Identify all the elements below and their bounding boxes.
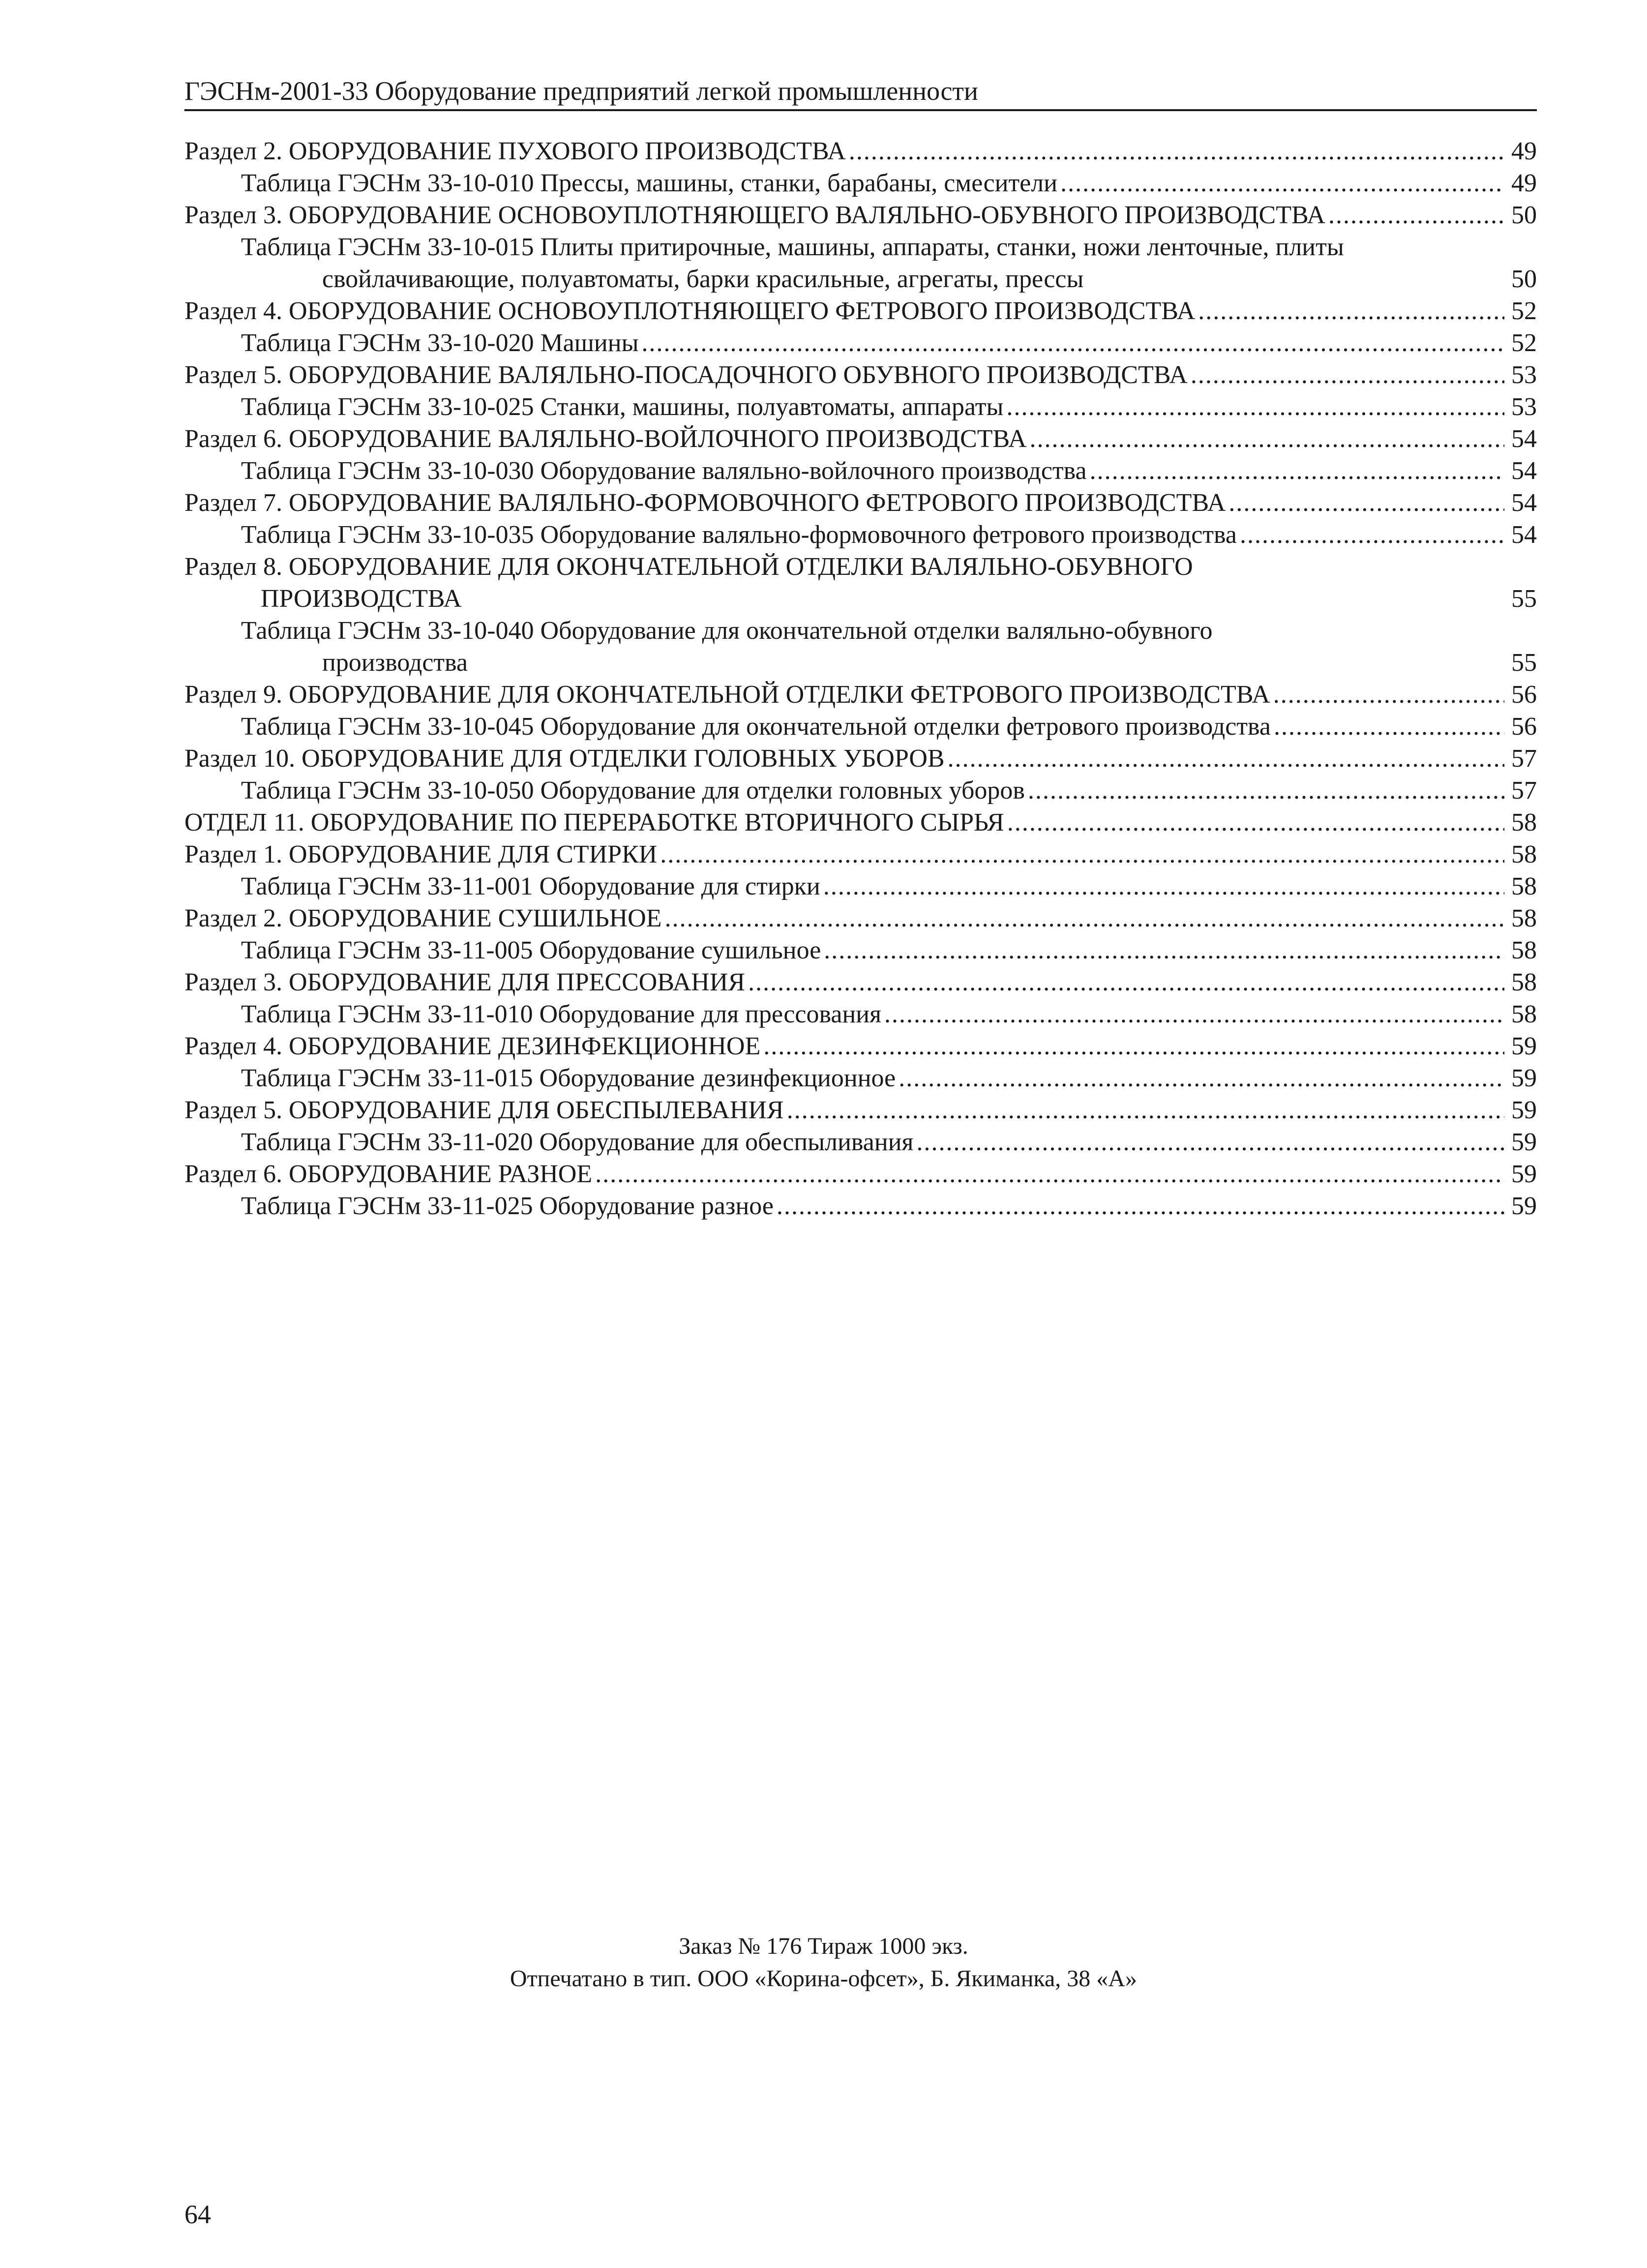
toc-dot-leader bbox=[777, 1190, 1504, 1222]
toc-entry-section-6 bbox=[184, 423, 1537, 455]
toc-entry-section-8 bbox=[184, 551, 1537, 615]
toc-entry-page: 56 bbox=[1511, 681, 1537, 709]
toc-dot-leader bbox=[823, 870, 1504, 902]
toc-entry-section-4 bbox=[184, 295, 1537, 327]
toc-entry-label: Раздел 2. ОБОРУДОВАНИЕ ПУХОВОГО ПРОИЗВОДСТВА bbox=[184, 137, 846, 165]
toc-entry-label: Раздел 9. ОБОРУДОВАНИЕ ДЛЯ ОКОНЧАТЕЛЬНОЙ ОТДЕЛКИ ФЕТРОВОГО ПРОИЗВОДСТВА bbox=[184, 681, 1270, 709]
toc-entry-page: 55 bbox=[1511, 649, 1537, 677]
toc-entry-page: 57 bbox=[1511, 776, 1537, 805]
toc-entry-section-3-pressing bbox=[184, 966, 1537, 998]
toc-entry-label: Таблица ГЭСНм 33-11-025 Оборудование разное bbox=[241, 1192, 774, 1220]
toc-entry-page: 50 bbox=[1511, 265, 1537, 293]
toc-entry-label: Раздел 3. ОБОРУДОВАНИЕ ДЛЯ ПРЕССОВАНИЯ bbox=[184, 968, 746, 996]
toc-entry-label: Раздел 8. ОБОРУДОВАНИЕ ДЛЯ ОКОНЧАТЕЛЬНОЙ ОТДЕЛКИ ВАЛЯЛЬНО-ОБУВНОГО bbox=[184, 553, 1193, 581]
toc-dot-leader bbox=[660, 838, 1504, 870]
toc-entry-table-33-10-010 bbox=[184, 167, 1537, 199]
toc-dot-leader bbox=[763, 1030, 1504, 1062]
toc-entry-page: 59 bbox=[1511, 1032, 1537, 1060]
toc-entry-table-33-10-050 bbox=[184, 775, 1537, 806]
print-order-line: Заказ № 176 Тираж 1000 экз. bbox=[679, 1933, 968, 1959]
toc-entry-label: Раздел 1. ОБОРУДОВАНИЕ ДЛЯ СТИРКИ bbox=[184, 840, 658, 868]
toc-entry-page: 59 bbox=[1511, 1160, 1537, 1188]
toc-entry-page: 54 bbox=[1511, 425, 1537, 453]
toc-dot-leader bbox=[748, 966, 1504, 998]
toc-entry-label: Таблица ГЭСНм 33-11-005 Оборудование сушильное bbox=[241, 936, 821, 964]
toc-dot-leader bbox=[1030, 423, 1504, 455]
toc-entry-page: 53 bbox=[1511, 393, 1537, 421]
toc-entry-table-33-10-030 bbox=[184, 455, 1537, 487]
toc-dot-leader bbox=[1240, 519, 1504, 551]
toc-dot-leader bbox=[665, 902, 1504, 934]
toc-entry-page: 54 bbox=[1511, 457, 1537, 485]
toc-entry-label: Таблица ГЭСНм 33-10-010 Прессы, машины, станки, барабаны, смесители bbox=[241, 169, 1058, 197]
toc-entry-section-5 bbox=[184, 359, 1537, 391]
toc-dot-leader bbox=[1060, 167, 1504, 199]
toc-entry-label: Раздел 6. ОБОРУДОВАНИЕ РАЗНОЕ bbox=[184, 1160, 593, 1188]
toc-entry-page: 49 bbox=[1511, 169, 1537, 197]
toc-entry-label: Раздел 4. ОБОРУДОВАНИЕ ДЕЗИНФЕКЦИОННОЕ bbox=[184, 1032, 761, 1060]
toc-dot-leader bbox=[916, 1126, 1504, 1158]
toc-dot-leader bbox=[1191, 359, 1504, 391]
toc-entry-label: Таблица ГЭСНм 33-10-025 Станки, машины, полуавтоматы, аппараты bbox=[241, 393, 1004, 421]
toc-entry-table-33-11-015 bbox=[184, 1062, 1537, 1094]
toc-entry-table-33-10-025 bbox=[184, 391, 1537, 423]
toc-entry-label: Раздел 10. ОБОРУДОВАНИЕ ДЛЯ ОТДЕЛКИ ГОЛОВНЫХ УБОРОВ bbox=[184, 745, 945, 773]
toc-entry-label: Раздел 4. ОБОРУДОВАНИЕ ОСНОВОУПЛОТНЯЮЩЕГО ФЕТРОВОГО ПРОИЗВОДСТВА bbox=[184, 297, 1196, 325]
toc-entry-label-continuation: свойлачивающие, полуавтоматы, барки красильные, агрегаты, прессы bbox=[322, 265, 1084, 293]
toc-entry-table-33-10-045 bbox=[184, 711, 1537, 743]
toc-entry-section-9 bbox=[184, 679, 1537, 711]
toc-entry-page: 49 bbox=[1511, 137, 1537, 165]
toc-entry-page: 59 bbox=[1511, 1096, 1537, 1124]
toc-entry-label: Раздел 5. ОБОРУДОВАНИЕ ВАЛЯЛЬНО-ПОСАДОЧНОГО ОБУВНОГО ПРОИЗВОДСТВА bbox=[184, 361, 1188, 389]
toc-dot-leader bbox=[1328, 199, 1504, 231]
toc-dot-leader bbox=[595, 1158, 1504, 1190]
toc-dot-leader bbox=[1274, 711, 1504, 743]
printer-line: Отпечатано в тип. ООО «Корина-офсет», Б. Якиманка, 38 «А» bbox=[510, 1966, 1137, 1992]
toc-entry-table-33-10-020 bbox=[184, 327, 1537, 359]
toc-entry-section-2-drying bbox=[184, 902, 1537, 934]
toc-entry-page: 58 bbox=[1511, 872, 1537, 900]
running-header: ГЭСНм-2001-33 Оборудование предприятий легкой промышленности bbox=[184, 74, 1537, 111]
toc-entry-page: 55 bbox=[1511, 585, 1537, 613]
toc-entry-page: 52 bbox=[1511, 297, 1537, 325]
toc-dot-leader bbox=[849, 135, 1504, 167]
toc-entry-label: Таблица ГЭСНм 33-10-015 Плиты притирочные, машины, аппараты, станки, ножи ленточные, плиты bbox=[241, 233, 1344, 261]
toc-entry-label: Таблица ГЭСНм 33-11-020 Оборудование для обеспыливания bbox=[241, 1128, 914, 1156]
toc-entry-page: 58 bbox=[1511, 968, 1537, 996]
toc-entry-label: Таблица ГЭСНм 33-10-040 Оборудование для окончательной отделки валяльно-обувного bbox=[241, 617, 1213, 645]
toc-dot-leader bbox=[898, 1062, 1504, 1094]
toc-entry-label: Раздел 3. ОБОРУДОВАНИЕ ОСНОВОУПЛОТНЯЮЩЕГО ВАЛЯЛЬНО-ОБУВНОГО ПРОИЗВОДСТВА bbox=[184, 201, 1325, 229]
toc-entry-section-5-dedusting bbox=[184, 1094, 1537, 1126]
toc-dot-leader bbox=[1006, 391, 1504, 423]
toc-entry-table-33-11-005 bbox=[184, 934, 1537, 966]
toc-entry-label: Таблица ГЭСНм 33-10-045 Оборудование для окончательной отделки фетрового производства bbox=[241, 713, 1271, 741]
toc-entry-division-11 bbox=[184, 806, 1537, 838]
toc-entry-label: ОТДЕЛ 11. ОБОРУДОВАНИЕ ПО ПЕРЕРАБОТКЕ ВТОРИЧНОГО СЫРЬЯ bbox=[184, 808, 1004, 836]
toc-entry-label: Таблица ГЭСНм 33-11-015 Оборудование дезинфекционное bbox=[241, 1064, 896, 1092]
toc-dot-leader bbox=[824, 934, 1504, 966]
toc-entry-page: 52 bbox=[1511, 329, 1537, 357]
toc-entry-label-continuation: производства bbox=[322, 649, 468, 677]
toc-entry-page: 59 bbox=[1511, 1128, 1537, 1156]
toc-entry-section-1 bbox=[184, 838, 1537, 870]
toc-entry-page: 58 bbox=[1511, 936, 1537, 964]
toc-entry-table-33-11-001 bbox=[184, 870, 1537, 902]
toc-entry-page: 57 bbox=[1511, 745, 1537, 773]
toc-entry-label: Таблица ГЭСНм 33-10-020 Машины bbox=[241, 329, 639, 357]
toc-entry-table-33-11-025 bbox=[184, 1190, 1537, 1222]
toc-dot-leader bbox=[1198, 295, 1504, 327]
table-of-contents bbox=[184, 135, 1537, 1222]
toc-dot-leader bbox=[884, 998, 1504, 1030]
toc-entry-section-2 bbox=[184, 135, 1537, 167]
toc-dot-leader bbox=[948, 743, 1504, 775]
toc-entry-page: 53 bbox=[1511, 361, 1537, 389]
toc-dot-leader bbox=[1028, 775, 1504, 806]
toc-entry-section-4-disinfection bbox=[184, 1030, 1537, 1062]
toc-entry-table-33-10-015 bbox=[184, 231, 1537, 295]
toc-entry-label: Таблица ГЭСНм 33-10-050 Оборудование для отделки головных уборов bbox=[241, 776, 1025, 805]
toc-dot-leader bbox=[1228, 487, 1504, 519]
toc-dot-leader bbox=[642, 327, 1504, 359]
toc-dot-leader bbox=[1273, 679, 1504, 711]
toc-entry-page: 58 bbox=[1511, 840, 1537, 868]
toc-entry-page: 58 bbox=[1511, 1000, 1537, 1028]
toc-dot-leader bbox=[787, 1094, 1504, 1126]
toc-entry-page: 59 bbox=[1511, 1192, 1537, 1220]
toc-entry-label: Таблица ГЭСНм 33-10-030 Оборудование валяльно-войлочного производства bbox=[241, 457, 1087, 485]
toc-entry-table-33-10-040 bbox=[184, 615, 1537, 679]
toc-entry-page: 56 bbox=[1511, 713, 1537, 741]
toc-entry-section-6-misc bbox=[184, 1158, 1537, 1190]
toc-entry-label-continuation: ПРОИЗВОДСТВА bbox=[261, 585, 462, 613]
toc-entry-label: Таблица ГЭСНм 33-10-035 Оборудование валяльно-формовочного фетрового производства bbox=[241, 521, 1237, 549]
page-number: 64 bbox=[184, 2200, 211, 2229]
toc-entry-page: 50 bbox=[1511, 201, 1537, 229]
toc-entry-label: Раздел 7. ОБОРУДОВАНИЕ ВАЛЯЛЬНО-ФОРМОВОЧНОГО ФЕТРОВОГО ПРОИЗВОДСТВА bbox=[184, 489, 1226, 517]
toc-entry-section-3 bbox=[184, 199, 1537, 231]
toc-entry-table-33-10-035 bbox=[184, 519, 1537, 551]
toc-entry-page: 54 bbox=[1511, 521, 1537, 549]
toc-entry-label: Таблица ГЭСНм 33-11-010 Оборудование для прессования bbox=[241, 1000, 882, 1028]
toc-entry-page: 59 bbox=[1511, 1064, 1537, 1092]
toc-dot-leader bbox=[1090, 455, 1504, 487]
toc-entry-label: Раздел 5. ОБОРУДОВАНИЕ ДЛЯ ОБЕСПЫЛЕВАНИЯ bbox=[184, 1096, 784, 1124]
toc-entry-page: 54 bbox=[1511, 489, 1537, 517]
toc-entry-table-33-11-020 bbox=[184, 1126, 1537, 1158]
toc-entry-label: Таблица ГЭСНм 33-11-001 Оборудование для стирки bbox=[241, 872, 820, 900]
toc-entry-table-33-11-010 bbox=[184, 998, 1537, 1030]
toc-entry-label: Раздел 2. ОБОРУДОВАНИЕ СУШИЛЬНОЕ bbox=[184, 904, 662, 932]
toc-entry-page: 58 bbox=[1511, 904, 1537, 932]
toc-entry-label: Раздел 6. ОБОРУДОВАНИЕ ВАЛЯЛЬНО-ВОЙЛОЧНОГО ПРОИЗВОДСТВА bbox=[184, 425, 1027, 453]
toc-entry-section-7 bbox=[184, 487, 1537, 519]
toc-dot-leader bbox=[1007, 806, 1504, 838]
toc-entry-section-10 bbox=[184, 743, 1537, 775]
toc-entry-page: 58 bbox=[1511, 808, 1537, 836]
